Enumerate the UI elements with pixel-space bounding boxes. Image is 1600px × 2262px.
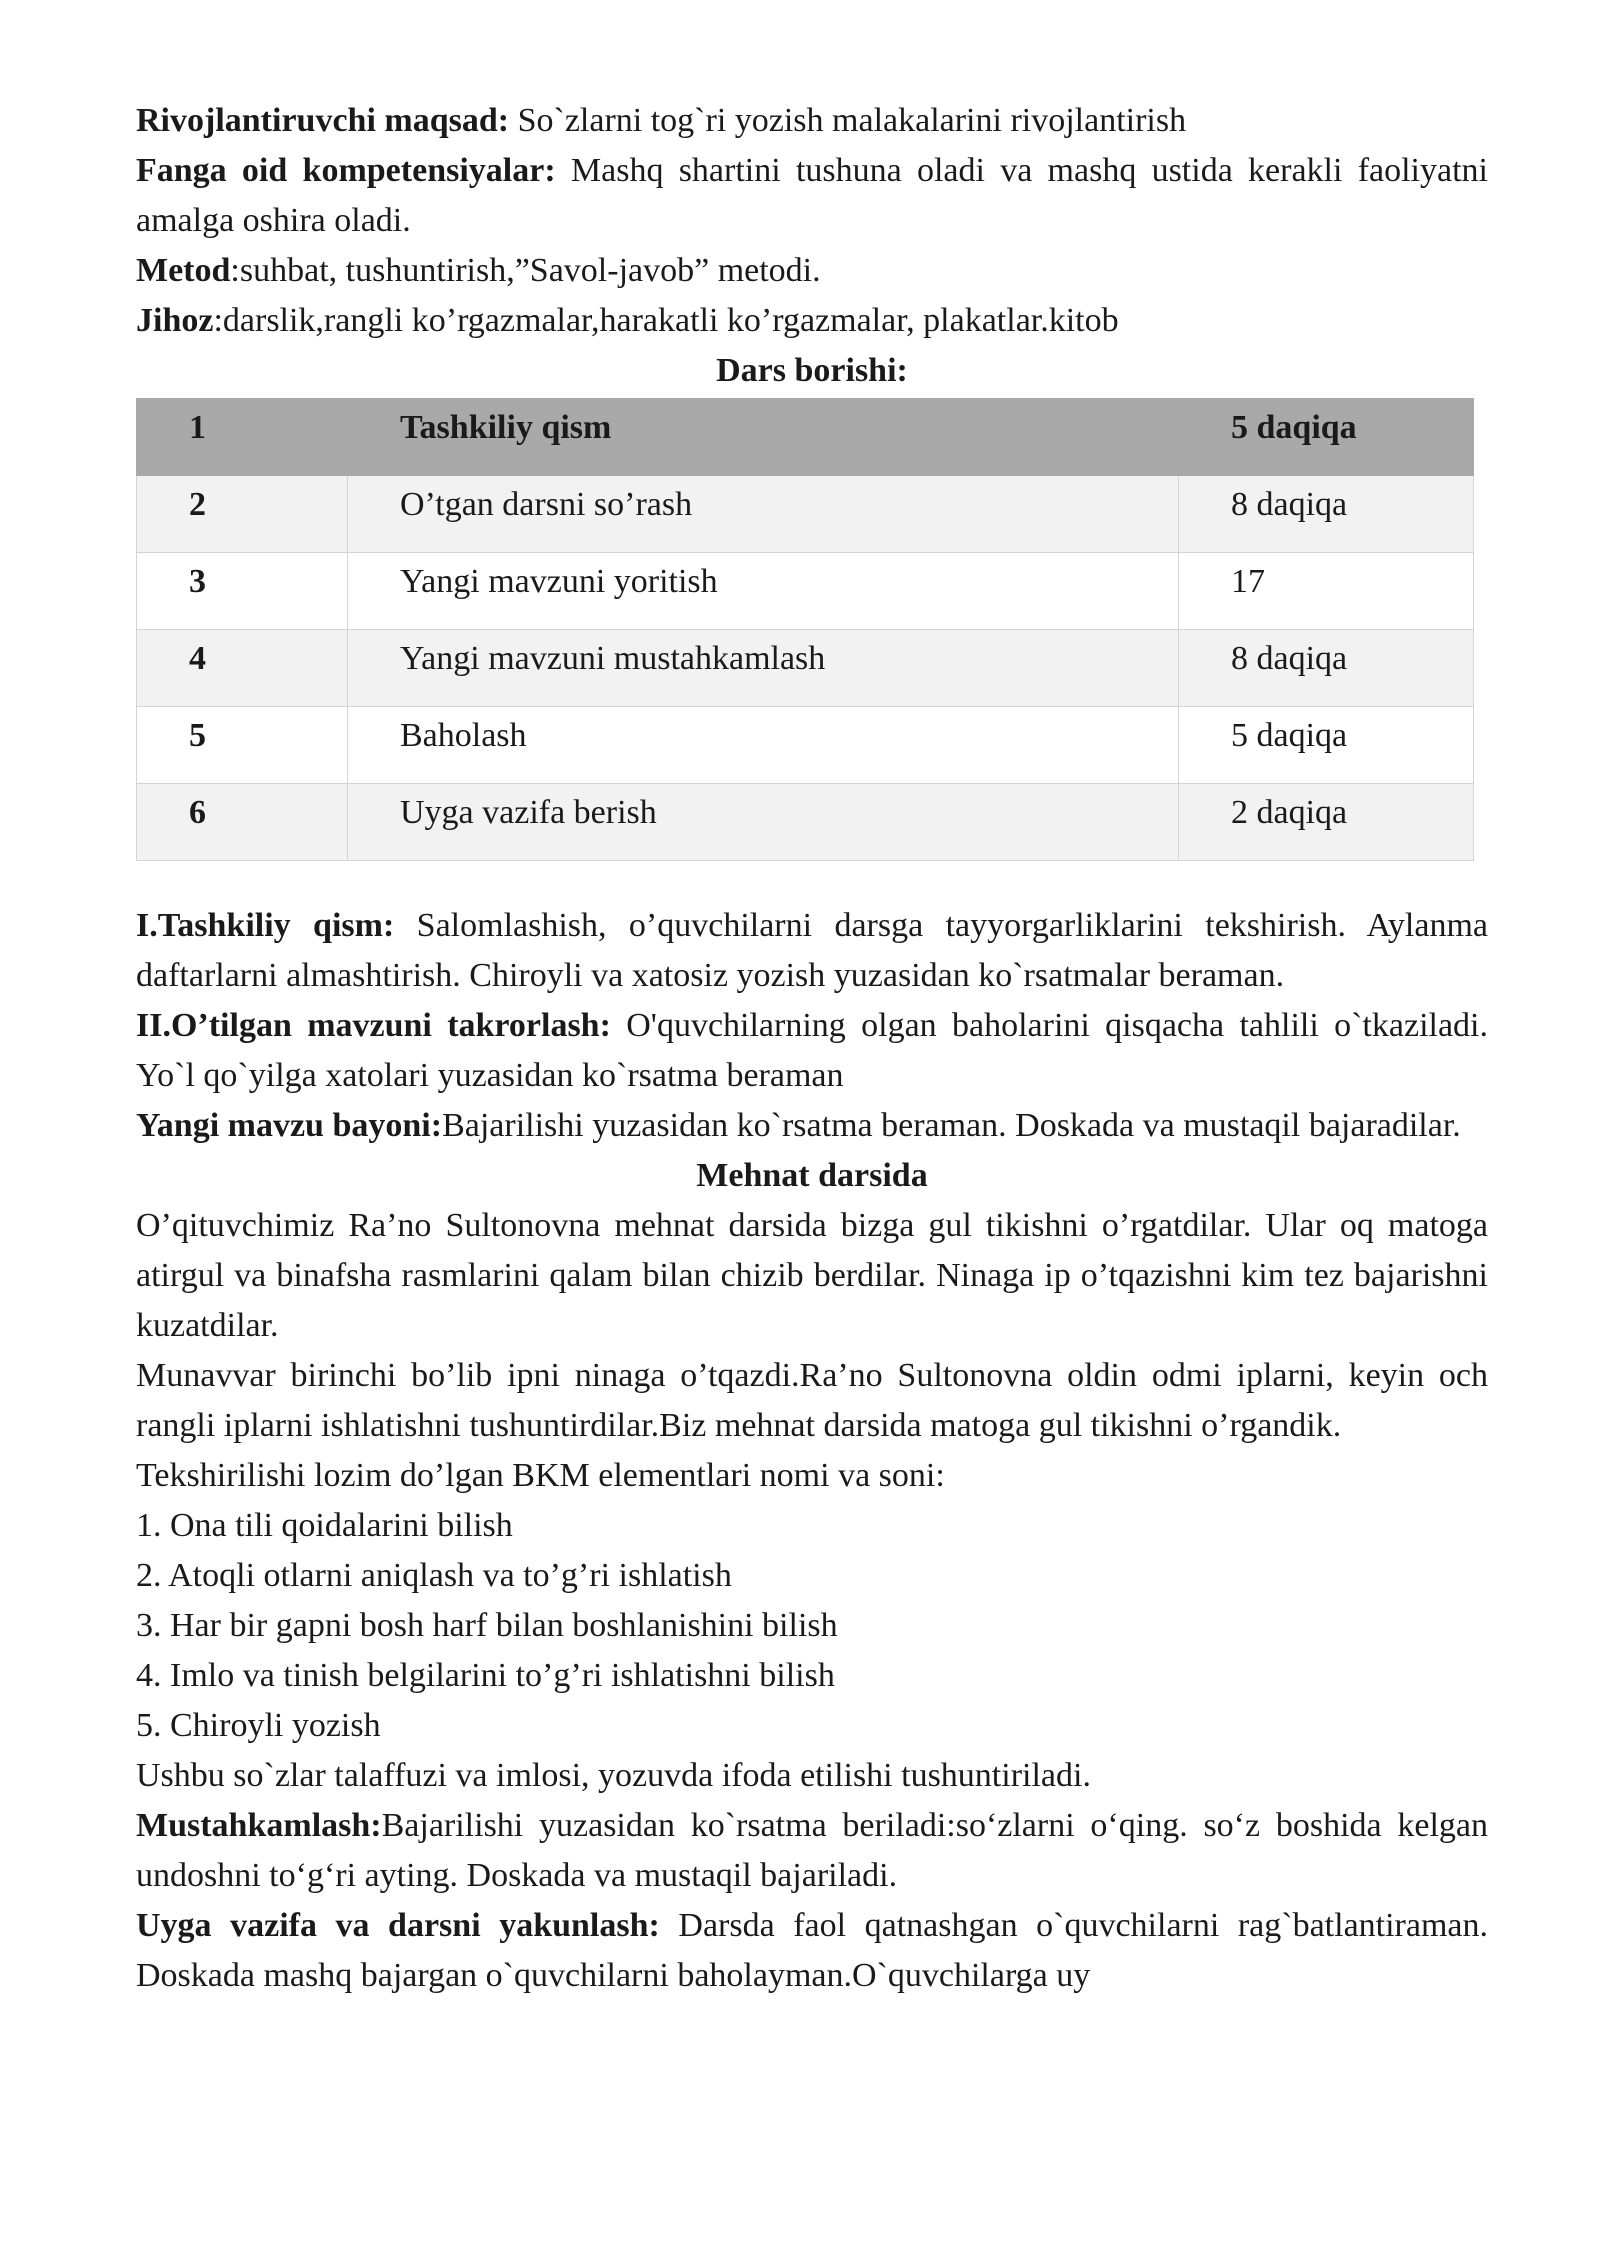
uyga-text: Darsda faol qatnashgan o`quvchilarni rag`batlantiraman. Doskada mashq bajargan o`quvchilarni baholayman.O`quvchilarga uy [136,1907,1489,1994]
kompetensiya-text: Mashq shartini tushuna oladi va mashq ustida kerakli faoliyatni amalga oshira oladi. [136,152,1488,239]
section-yangi-mavzu [136,1101,1488,1151]
row-number: 1 [189,409,206,446]
section-tashkiliy [136,901,1488,1001]
tashkiliy-label: I.Tashkiliy qism: [136,907,395,944]
maqsad-text: So`zlarni tog`ri yozish malakalarini rivojlantirish [509,102,1187,139]
yangi-label: Yangi mavzu bayoni: [136,1107,443,1144]
bkm-intro: Tekshirilishi lozim do’lgan BKM elementlari nomi va soni: [136,1457,945,1494]
tashkiliy-text: Salomlashish, o’quvchilarni darsga tayyorgarliklarini tekshirish. Aylanma daftarlarni almashtirish. Chiroyli va xatosiz yozish yuzasidan ko`rsatmalar beraman. [136,907,1488,994]
metod-label: Metod [136,252,231,289]
intro-kompetensiya [136,146,1488,246]
section-uyga-vazifa [136,1901,1488,2001]
story-title: Mehnat darsida [696,1157,928,1194]
otilgan-text: O'quvchilarning olgan baholarini qisqacha tahlili o`tkaziladi. Yo`l qo`yilga xatolari yuzasidan ko`rsatma beraman [136,1007,1488,1094]
row-number: 3 [189,563,206,600]
maqsad-label: Rivojlantiruvchi maqsad: [136,102,510,139]
row-title: Uyga vazifa berish [400,794,657,831]
row-title: Yangi mavzuni mustahkamlash [400,640,826,677]
row-title: Tashkiliy qism [400,409,612,446]
intro-metod [136,246,1488,296]
list-item: 2. Atoqli otlarni aniqlash va to’g’ri ishlatish [136,1557,732,1594]
ushbu-paragraph: Ushbu so`zlar talaffuzi va imlosi, yozuvda ifoda etilishi tushuntiriladi. [136,1757,1091,1794]
otilgan-label: II.O’tilgan mavzuni takrorlash: [136,1007,611,1044]
row-time: 5 daqiqa [1231,409,1357,446]
row-title: Baholash [400,717,527,754]
document-page [136,96,1488,2001]
row-title: O’tgan darsni so’rash [400,486,693,523]
section-otilgan [136,1001,1488,1101]
uyga-label: Uyga vazifa va darsni yakunlash: [136,1907,660,1944]
row-time: 5 daqiqa [1231,717,1348,754]
table-row [137,553,1474,630]
row-time: 17 [1231,563,1265,600]
row-time: 8 daqiqa [1231,640,1348,677]
row-title: Yangi mavzuni yoritish [400,563,718,600]
row-number: 6 [189,794,206,831]
list-item: 1. Ona tili qoidalarini bilish [136,1507,513,1544]
mustahkamlash-text: Bajarilishi yuzasidan ko`rsatma beriladi:so‘zlarni o‘qing. so‘z boshida kelgan undoshni to‘g‘ri ayting. Doskada va mustaqil bajariladi. [136,1807,1488,1894]
mustahkamlash-label: Mustahkamlash: [136,1807,382,1844]
jihoz-text: :darslik,rangli ko’rgazmalar,harakatli ko’rgazmalar, plakatlar.kitob [213,302,1119,339]
section-mustahkamlash [136,1801,1488,1901]
row-number: 5 [189,717,206,754]
kompetensiya-label: Fanga oid kompetensiyalar: [136,152,556,189]
table-row [137,399,1474,476]
intro-jihoz [136,296,1488,346]
lesson-schedule-table [136,398,1474,861]
yangi-text: Bajarilishi yuzasidan ko`rsatma beraman. Doskada va mustaqil bajaradilar. [442,1107,1461,1144]
story-paragraph-2: Munavvar birinchi bo’lib ipni ninaga o’tqazdi.Ra’no Sultonovna oldin odmi iplarni, keyin och rangli iplarni ishlatishni tushuntirdilar.Biz mehnat darsida matoga gul tikishni o’rgandik. [136,1357,1488,1444]
row-time: 8 daqiqa [1231,486,1348,523]
metod-text: :suhbat, tushuntirish,”Savol-javob” metodi. [230,252,821,289]
jihoz-label: Jihoz [136,302,214,339]
story-paragraph-1: O’qituvchimiz Ra’no Sultonovna mehnat darsida bizga gul tikishni o’rgatdilar. Ular oq matoga atirgul va binafsha rasmlarini qalam bilan chizib berdilar. Ninaga ip o’tqazishni kim tez bajarishni kuzatdilar. [136,1207,1488,1344]
table-row [137,630,1474,707]
table-row [137,476,1474,553]
list-item: 3. Har bir gapni bosh harf bilan boshlanishini bilish [136,1607,838,1644]
row-number: 2 [189,486,206,523]
table-row [137,784,1474,861]
list-item: 4. Imlo va tinish belgilarini to’g’ri ishlatishni bilish [136,1657,835,1694]
table-title: Dars borishi: [716,352,908,389]
row-number: 4 [189,640,206,677]
intro-maqsad [136,96,1488,146]
table-row [137,707,1474,784]
row-time: 2 daqiqa [1231,794,1348,831]
list-item: 5. Chiroyli yozish [136,1707,381,1744]
spacer [136,861,1488,901]
